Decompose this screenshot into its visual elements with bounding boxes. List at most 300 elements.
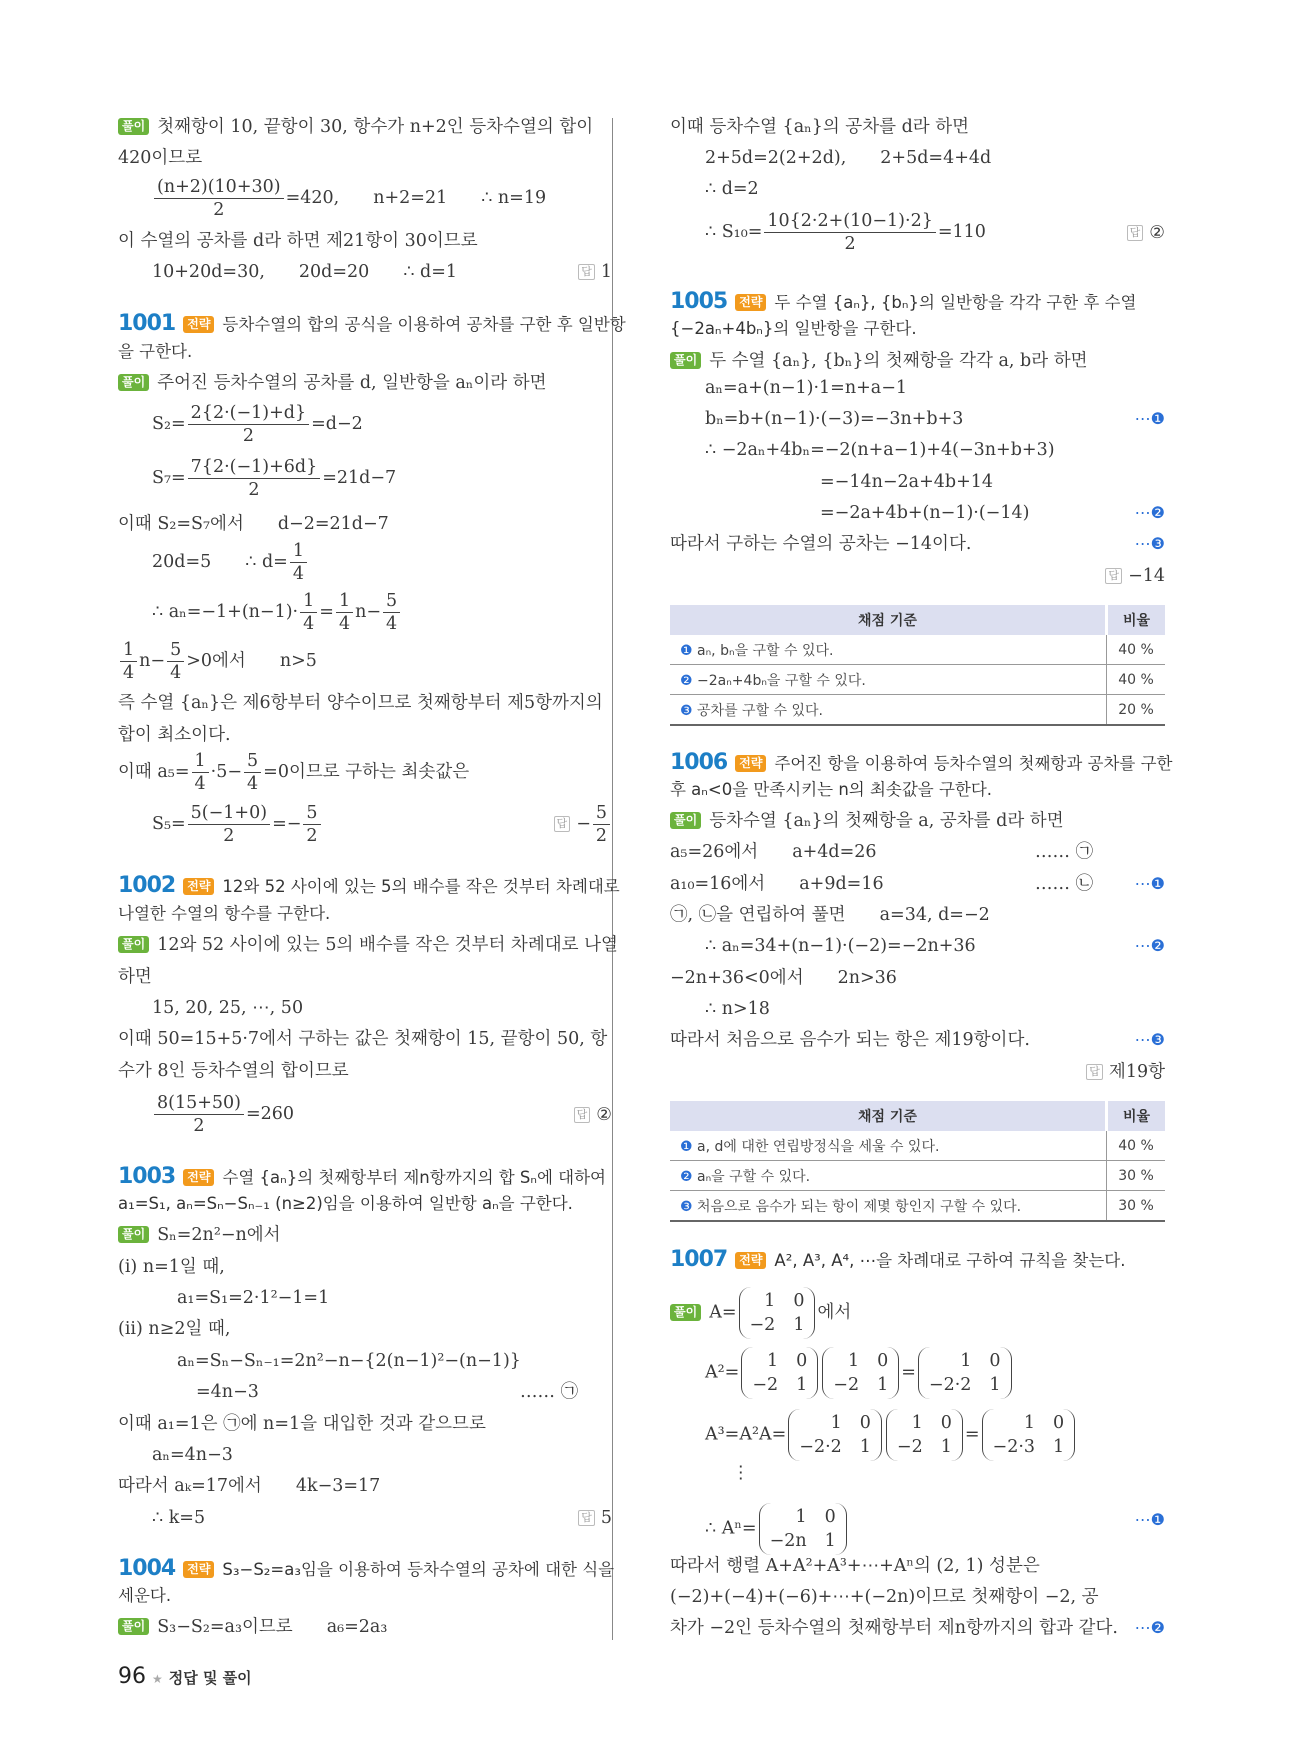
- solution-badge: 풀이: [670, 1304, 701, 1321]
- table-row: [670, 1191, 1165, 1222]
- text: 2n>36: [837, 968, 897, 988]
- strategy-text: S₃−S₂=a₃임을 이용하여 등차수열의 공차에 대한 식을: [222, 1560, 615, 1579]
- text: ∴ n=19: [481, 188, 547, 208]
- solution-line: ∴ −2aₙ+4bₙ=−2(n+a−1)+4(−3n+b+3): [705, 440, 1055, 460]
- solution-badge: 풀이: [670, 352, 701, 369]
- solution-line: ∴ n>18: [705, 999, 770, 1019]
- solution-line: [152, 590, 402, 635]
- text: S₇=: [152, 468, 186, 488]
- equation-s7: [152, 456, 396, 501]
- text: 이때 a₅=: [118, 762, 190, 782]
- numerator: 5: [303, 802, 320, 825]
- answer-icon: 답: [1105, 568, 1122, 584]
- solution-line: [705, 210, 986, 255]
- answer-icon: 답: [1086, 1064, 1103, 1080]
- grading-table-1006: [670, 1101, 1165, 1222]
- numerator: 1: [120, 639, 137, 662]
- numerator: (n+2)(10+30): [154, 176, 284, 199]
- prev-line-2: 420이므로: [118, 148, 203, 168]
- cell: 1: [847, 1351, 860, 1371]
- fraction: [303, 802, 320, 847]
- solution-line: [670, 348, 1088, 374]
- step-number: ❶: [680, 1138, 693, 1155]
- strategy-text: 두 수열 {aₙ}, {bₙ}의 일반항을 각각 구한 후 수열: [774, 293, 1137, 312]
- cell: 1: [1053, 1437, 1065, 1457]
- answer-mark: [578, 259, 612, 285]
- solution-line: 따라서 구하는 수열의 공차는 −14이다.: [670, 534, 972, 554]
- solution-line: 즉 수열 {aₙ}은 제6항부터 양수이므로 첫째항부터 제5항까지의: [118, 693, 603, 713]
- strategy-badge: 전략: [183, 1561, 214, 1578]
- solution-line: [152, 802, 323, 847]
- problem-number: 1007: [670, 1247, 728, 1272]
- solution-line: 합이 최소이다.: [118, 725, 231, 745]
- cell: 1: [793, 1315, 805, 1335]
- fraction: [154, 1092, 244, 1137]
- fraction: [188, 802, 270, 847]
- equation-label: …… ㉡: [1035, 874, 1094, 894]
- text: 에서: [817, 1302, 852, 1323]
- denominator: 2: [248, 480, 260, 500]
- text: ·5−: [210, 762, 243, 782]
- strategy-text: 세운다.: [118, 1586, 172, 1605]
- text: =420,: [285, 188, 340, 208]
- strategy-text: {−2aₙ+4bₙ}의 일반항을 구한다.: [670, 319, 917, 338]
- text: =d−2: [311, 414, 363, 434]
- solution-line: ∴ aₙ=34+(n−1)·(−2)=−2n+36: [705, 936, 976, 956]
- answer-mark: [1105, 563, 1165, 589]
- cell: 0: [793, 1291, 805, 1311]
- text: 20d=5: [152, 552, 212, 572]
- text: 이때 S₂=S₇에서: [118, 514, 244, 534]
- cell: −2: [833, 1375, 860, 1395]
- numerator: 1: [336, 590, 353, 613]
- problem-number: 1005: [670, 289, 728, 314]
- cell: 1: [960, 1351, 972, 1371]
- cell: 1: [796, 1375, 808, 1395]
- denominator: 2: [306, 826, 318, 846]
- fraction: [764, 210, 935, 255]
- step-number: ❸: [680, 1198, 693, 1215]
- problem-1003-header: [118, 1164, 606, 1191]
- step-marker-2: ⋯❷: [1134, 1618, 1165, 1637]
- denominator: 2: [193, 1116, 205, 1136]
- denominator: 4: [292, 564, 304, 584]
- header-ratio: 비율: [1107, 605, 1166, 635]
- solution-line: =4n−3: [196, 1382, 259, 1402]
- solution-line: ∴ k=5: [152, 1508, 206, 1528]
- solution-line: [670, 839, 877, 865]
- numerator: 2{2·(−1)+d}: [188, 402, 309, 425]
- text: −2n+36<0에서: [670, 968, 804, 988]
- matrix: [822, 1347, 899, 1399]
- ratio: 20 %: [1107, 695, 1166, 726]
- cell: −2: [749, 1315, 776, 1335]
- solution-line: [118, 370, 547, 396]
- prev-line-1: [118, 114, 593, 140]
- strategy-badge: 전략: [183, 1169, 214, 1186]
- answer-value: 5: [600, 1508, 612, 1528]
- problem-1002-header: [118, 873, 620, 900]
- solution-line: [118, 932, 618, 958]
- cell: 1: [824, 1531, 836, 1551]
- answer-icon: 답: [554, 816, 571, 832]
- fraction: [188, 456, 321, 501]
- answer-value: 제19항: [1108, 1062, 1165, 1082]
- step-number: ❶: [680, 642, 693, 659]
- answer-value: 1: [600, 262, 612, 282]
- solution-line: aₙ=4n−3: [152, 1445, 233, 1465]
- fraction: [383, 590, 400, 635]
- solution-line: (i) n=1일 때,: [118, 1257, 225, 1277]
- text: a=34, d=−2: [879, 905, 990, 925]
- answer-value: −14: [1128, 566, 1165, 586]
- solution-line: [118, 750, 469, 795]
- solution-line: 15, 20, 25, ⋯, 50: [152, 998, 304, 1018]
- text: 20d=20: [298, 262, 370, 282]
- text: a₆=2a₃: [326, 1617, 388, 1637]
- solution-line: ∴ d=2: [705, 179, 759, 199]
- criteria-text: 공차를 구할 수 있다.: [697, 702, 824, 719]
- cell: −2: [896, 1437, 923, 1457]
- solution-badge: 풀이: [118, 1618, 149, 1635]
- text: A³=A²A=: [705, 1424, 787, 1445]
- strategy-text: 주어진 항을 이용하여 등차수열의 첫째항과 공차를 구한: [774, 754, 1173, 773]
- text: S₂=: [152, 414, 186, 434]
- header-criteria: 채점 기준: [670, 1101, 1107, 1131]
- fraction: [154, 176, 284, 221]
- cell: 0: [796, 1351, 808, 1371]
- page-footer: [118, 1664, 252, 1689]
- solution-line: 따라서 행렬 A+A²+A³+⋯+Aⁿ의 (2, 1) 성분은: [670, 1556, 1040, 1576]
- solution-line: 이때 a₁=1은 ㉠에 n=1을 대입한 것과 같으므로: [118, 1414, 486, 1434]
- vertical-ellipsis: ⋮: [732, 1463, 750, 1483]
- problem-1004-header: [118, 1556, 614, 1583]
- solution-line: [705, 145, 991, 171]
- numerator: 1: [300, 590, 317, 613]
- answer-value: ②: [596, 1105, 612, 1125]
- solution-line: a₁=S₁=2·1²−1=1: [177, 1288, 330, 1308]
- solution-line: [670, 808, 1064, 834]
- solution-line: =−14n−2a+4b+14: [820, 472, 994, 492]
- solution-line: 차가 −2인 등차수열의 첫째항부터 제n항까지의 합과 같다.: [670, 1618, 1118, 1638]
- cell: 1: [830, 1413, 842, 1433]
- solution-line: [118, 639, 317, 684]
- prev-line-5: [152, 259, 457, 285]
- matrix: [886, 1409, 963, 1461]
- cell: 0: [940, 1413, 952, 1433]
- cell: 0: [1053, 1413, 1065, 1433]
- problem-number: 1004: [118, 1556, 176, 1581]
- denominator: 4: [170, 663, 182, 683]
- problem-1007-header: [670, 1247, 1125, 1274]
- header-criteria: 채점 기준: [670, 605, 1107, 635]
- solution-line: [118, 1222, 281, 1248]
- answer-value: ②: [1149, 223, 1165, 243]
- star-icon: ★: [152, 1672, 163, 1686]
- strategy-text: a₁=S₁, aₙ=Sₙ−Sₙ₋₁ (n≥2)임을 이용하여 일반항 aₙ을 구한다.: [118, 1194, 573, 1213]
- text: =260: [246, 1104, 295, 1124]
- text: =21d−7: [322, 468, 397, 488]
- denominator: 4: [247, 774, 259, 794]
- cell: 1: [1023, 1413, 1036, 1433]
- problem-1001-header: [118, 311, 626, 338]
- equation-label: …… ㉠: [1035, 842, 1094, 862]
- problem-1005-header: [670, 289, 1136, 316]
- fraction: [188, 402, 309, 447]
- text: 4k−3=17: [295, 1476, 381, 1496]
- fraction: [192, 750, 209, 795]
- text: d−2=21d−7: [277, 514, 389, 534]
- cell: 0: [989, 1351, 1001, 1371]
- denominator: 4: [338, 614, 351, 634]
- criteria-text: 처음으로 음수가 되는 항이 제몇 항인지 구할 수 있다.: [697, 1198, 1022, 1215]
- cell: −2·2: [799, 1437, 842, 1457]
- text: a+4d=26: [792, 842, 877, 862]
- solution-line: [705, 1409, 1077, 1461]
- step-marker-2: ⋯❷: [1134, 936, 1165, 955]
- strategy-text: 을 구한다.: [118, 342, 193, 361]
- fraction: [244, 750, 261, 795]
- problem-1006-header: [670, 750, 1173, 777]
- text: 첫째항이 10, 끝항이 30, 항수가 n+2인 등차수열의 합이: [157, 117, 594, 137]
- solution-line: 수가 8인 등차수열의 합이므로: [118, 1061, 349, 1081]
- step-marker-3: ⋯❸: [1134, 1030, 1165, 1049]
- equation-s2: [152, 402, 363, 447]
- solution-line: [670, 965, 897, 991]
- text: A=: [709, 1302, 737, 1323]
- ratio: 40 %: [1107, 665, 1166, 695]
- answer-icon: 답: [1127, 225, 1144, 241]
- solution-line: 따라서 처음으로 음수가 되는 항은 제19항이다.: [670, 1030, 1030, 1050]
- text: A²=: [705, 1362, 740, 1383]
- answer-mark: [1086, 1059, 1165, 1085]
- text: ㉠, ㉡을 연립하여 풀면: [670, 905, 846, 925]
- matrix: [788, 1409, 882, 1461]
- text: =0이므로 구하는 최솟값은: [263, 762, 470, 782]
- fraction: [336, 590, 353, 635]
- step-number: ❷: [680, 1168, 693, 1185]
- footer-title: 정답 및 풀이: [168, 1669, 252, 1687]
- text: 10+20d=30,: [152, 262, 265, 282]
- strategy-badge: 전략: [735, 294, 766, 311]
- strategy-text: 나열한 수열의 항수를 구한다.: [118, 904, 331, 923]
- answer-icon: 답: [578, 264, 595, 280]
- cell: 1: [859, 1437, 871, 1457]
- solution-line: 이때 등차수열 {aₙ}의 공차를 d라 하면: [670, 117, 970, 137]
- solution-line: [705, 1347, 1014, 1399]
- equation-label: …… ㉠: [520, 1382, 579, 1402]
- step-number: ❸: [680, 702, 693, 719]
- text: 등차수열 {aₙ}의 첫째항을 a, 공차를 d라 하면: [709, 811, 1064, 831]
- solution-line: bₙ=b+(n−1)·(−3)=−3n+b+3: [705, 409, 964, 429]
- numerator: 5: [383, 590, 400, 613]
- strategy-badge: 전략: [183, 878, 214, 895]
- text: >0에서: [186, 651, 246, 671]
- cell: −2n: [769, 1531, 807, 1551]
- cell: −2·3: [992, 1437, 1036, 1457]
- cell: 1: [795, 1507, 807, 1527]
- matrix: [918, 1347, 1012, 1399]
- text: n−: [355, 602, 382, 622]
- table-row: [670, 695, 1165, 726]
- text: 주어진 등차수열의 공차를 d, 일반항을 aₙ이라 하면: [157, 373, 547, 393]
- text: =: [901, 1362, 916, 1383]
- solution-badge: 풀이: [118, 936, 149, 953]
- strategy-badge: 전략: [735, 755, 766, 772]
- solution-badge: 풀이: [118, 118, 149, 135]
- text: =−: [272, 814, 302, 834]
- step-marker-1: ⋯❶: [1134, 874, 1165, 893]
- solution-line: [152, 1092, 294, 1137]
- numerator: 5: [167, 639, 184, 662]
- denominator: 2: [223, 826, 235, 846]
- solution-line: 이때 50=15+5·7에서 구하는 값은 첫째항이 15, 끝항이 50, 항: [118, 1029, 608, 1049]
- solution-line: aₙ=Sₙ−Sₙ₋₁=2n²−n−{2(n−1)²−(n−1)}: [177, 1351, 521, 1371]
- text: Sₙ=2n²−n에서: [157, 1225, 281, 1245]
- step-number: ❷: [680, 672, 693, 689]
- text: 12와 52 사이에 있는 5의 배수를 작은 것부터 차례대로 나열: [157, 935, 618, 955]
- matrix: [759, 1503, 847, 1555]
- solution-line: aₙ=a+(n−1)·1=n+a−1: [705, 378, 908, 398]
- solution-badge: 풀이: [118, 1226, 149, 1243]
- text: =: [319, 602, 334, 622]
- numerator: 1: [290, 540, 307, 563]
- solution-line: 하면: [118, 967, 152, 987]
- cell: 0: [824, 1507, 836, 1527]
- step-marker-1: ⋯❶: [1134, 409, 1165, 428]
- table-row: [670, 665, 1165, 695]
- numerator: 5: [593, 802, 610, 825]
- solution-badge: 풀이: [670, 812, 701, 829]
- fraction: [300, 590, 317, 635]
- denominator: 4: [303, 614, 315, 634]
- strategy-text: 후 aₙ<0을 만족시키는 n의 최솟값을 구한다.: [670, 780, 993, 799]
- numerator: 5(−1+0): [188, 802, 270, 825]
- cell: 0: [877, 1351, 889, 1371]
- strategy-text: 등차수열의 합의 공식을 이용하여 공차를 구한 후 일반항: [222, 315, 626, 334]
- answer-mark: [1127, 220, 1165, 246]
- page-number: 96: [118, 1664, 146, 1689]
- header-ratio: 비율: [1107, 1101, 1166, 1131]
- matrix: [741, 1347, 818, 1399]
- solution-line: [705, 1503, 849, 1555]
- step-marker-1: ⋯❶: [1134, 1510, 1165, 1529]
- solution-line: [118, 1614, 387, 1640]
- step-marker-3: ⋯❸: [1134, 534, 1165, 553]
- solution-line: [118, 511, 389, 537]
- text: ∴ Aⁿ=: [705, 1518, 757, 1539]
- text: S₅=: [152, 814, 186, 834]
- ratio: 30 %: [1107, 1161, 1166, 1191]
- numerator: 10{2·2+(10−1)·2}: [764, 210, 935, 233]
- answer-sign: −: [576, 814, 591, 834]
- text: n>5: [279, 651, 317, 671]
- text: 2+5d=4+4d: [880, 148, 992, 168]
- cell: 0: [859, 1413, 871, 1433]
- solution-line: [670, 871, 884, 897]
- criteria-text: aₙ을 구할 수 있다.: [697, 1168, 811, 1185]
- problem-number: 1002: [118, 873, 176, 898]
- solution-line: =−2a+4b+(n−1)·(−14): [820, 503, 1030, 523]
- text: n−: [139, 651, 166, 671]
- strategy-badge: 전략: [183, 316, 214, 333]
- solution-line: [152, 540, 309, 585]
- solution-line: [670, 902, 990, 928]
- denominator: 2: [844, 234, 856, 254]
- matrix-A: [739, 1287, 816, 1339]
- table-row: [670, 1131, 1165, 1161]
- denominator: 2: [595, 826, 607, 846]
- text: =110: [937, 222, 986, 242]
- problem-number: 1001: [118, 311, 176, 336]
- denominator: 4: [123, 663, 135, 683]
- criteria-text: −2aₙ+4bₙ을 구할 수 있다.: [697, 672, 866, 689]
- step-marker-2: ⋯❷: [1134, 503, 1165, 522]
- cell: 1: [911, 1413, 923, 1433]
- answer-mark: [574, 1102, 612, 1128]
- denominator: 2: [242, 426, 254, 446]
- cell: −2: [752, 1375, 779, 1395]
- numerator: 8(15+50): [154, 1092, 244, 1115]
- criteria-text: aₙ, bₙ을 구할 수 있다.: [697, 642, 834, 659]
- fraction: [167, 639, 184, 684]
- answer-mark: [578, 1505, 612, 1531]
- ratio: 40 %: [1107, 1131, 1166, 1161]
- solution-badge: 풀이: [118, 374, 149, 391]
- solution-line: [118, 1473, 380, 1499]
- text: 두 수열 {aₙ}, {bₙ}의 첫째항을 각각 a, b라 하면: [709, 351, 1088, 371]
- cell: 1: [877, 1375, 889, 1395]
- text: 2+5d=2(2+2d),: [705, 148, 847, 168]
- problem-number: 1006: [670, 750, 728, 775]
- solution-line: (−2)+(−4)+(−6)+⋯+(−2n)이므로 첫째항이 −2, 공: [670, 1587, 1099, 1607]
- numerator: 7{2·(−1)+6d}: [188, 456, 321, 479]
- strategy-text: A², A³, A⁴, ⋯을 차례대로 구하여 규칙을 찾는다.: [774, 1251, 1126, 1270]
- fraction: [290, 540, 307, 585]
- text: ∴ aₙ=−1+(n−1)·: [152, 602, 299, 622]
- text: =: [964, 1424, 980, 1445]
- cell: 1: [989, 1375, 1001, 1395]
- strategy-text: 수열 {aₙ}의 첫째항부터 제n항까지의 합 Sₙ에 대하여: [222, 1168, 606, 1187]
- criteria-text: a, d에 대한 연립방정식을 세울 수 있다.: [697, 1138, 940, 1155]
- answer-mark: [554, 802, 612, 847]
- denominator: 4: [194, 774, 206, 794]
- fraction: [120, 639, 137, 684]
- ratio: 40 %: [1107, 635, 1166, 665]
- ratio: 30 %: [1107, 1191, 1166, 1222]
- table-row: [670, 635, 1165, 665]
- denominator: 2: [213, 200, 225, 220]
- answer-icon: 답: [574, 1107, 591, 1123]
- strategy-badge: 전략: [735, 1252, 766, 1269]
- cell: −2·2: [928, 1375, 972, 1395]
- answer-fraction: [593, 802, 610, 847]
- text: ∴ d=: [245, 552, 288, 572]
- denominator: 4: [386, 614, 398, 634]
- text: 따라서 aₖ=17에서: [118, 1476, 262, 1496]
- cell: 1: [764, 1291, 776, 1311]
- text: a₁₀=16에서: [670, 874, 766, 894]
- solution-line: [670, 1287, 851, 1339]
- prev-equation: [152, 176, 546, 221]
- cell: 1: [940, 1437, 952, 1457]
- text: n+2=21: [373, 188, 448, 208]
- table-row: [670, 1161, 1165, 1191]
- text: ∴ S₁₀=: [705, 222, 763, 242]
- cell: 1: [767, 1351, 779, 1371]
- text: S₃−S₂=a₃이므로: [157, 1617, 293, 1637]
- text: ∴ d=1: [403, 262, 458, 282]
